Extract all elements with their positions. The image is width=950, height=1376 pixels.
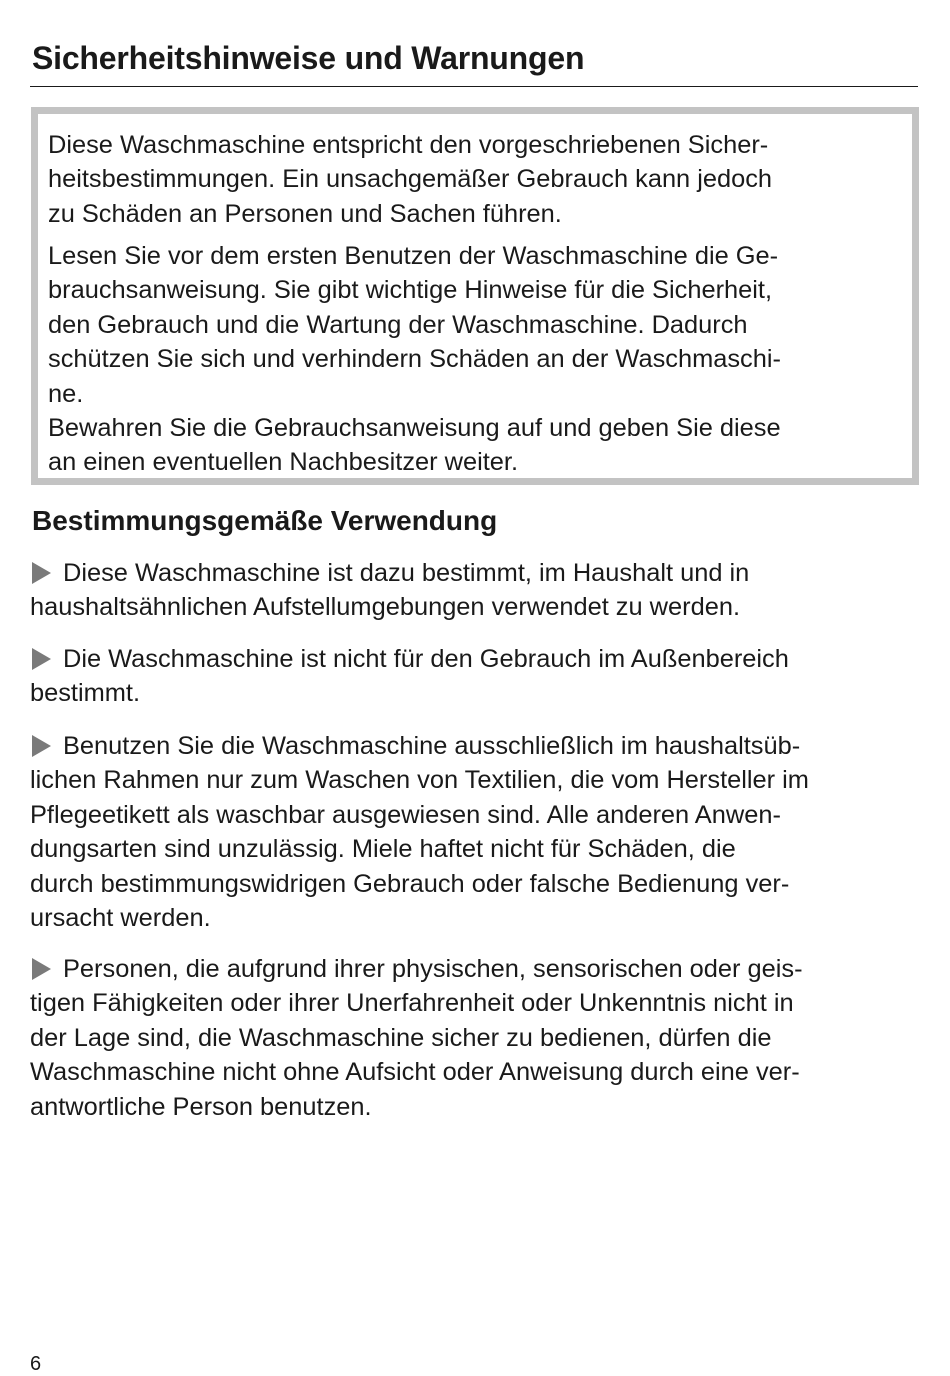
- bullet-text: Diese Waschmaschine ist dazu bestimmt, im Haushalt und in haushaltsähnlichen Aufstellumgebungen verwendet zu werden.: [30, 559, 750, 622]
- notice-paragraph: Lesen Sie vor dem ersten Benutzen der Waschmaschine die Ge- brauchsanweisung. Sie gibt wichtige Hinweise für die Sicherheit, den Gebrauch und die Wartung der Waschmaschine. Dadurch schützen Sie sich und verhindern Schäden an der Waschmaschi- ne. Bewahren Sie die Gebrauchsanweisung auf und geben Sie diese an einen eventuellen Nachbesitzer weiter.: [48, 242, 781, 477]
- bullet-text: Benutzen Sie die Waschmaschine ausschließlich im haushaltsüb- lichen Rahmen nur zum Waschen von Textilien, die vom Hersteller im Pflegeetikett als waschbar ausgewiesen sind. Alle anderen Anwen- dungsarten sind unzulässig. Miele haftet nicht für Schäden, die durch bestimmungswidrigen Gebrauch oder falsche Bedienung ver- ursacht werden.: [30, 732, 809, 933]
- bullet-text: Personen, die aufgrund ihrer physischen, sensorischen oder geis- tigen Fähigkeiten oder ihrer Unerfahrenheit oder Unkenntnis nicht in der Lage sind, die Waschmaschine sicher zu bedienen, dürfen die Waschmaschine nicht ohne Aufsicht oder Anweisung durch eine ver- antwortliche Person benutzen.: [30, 955, 803, 1121]
- title-divider: [30, 86, 918, 87]
- bullet-item: [30, 642, 920, 711]
- safety-notice-box: [31, 107, 919, 485]
- bullet-item: [30, 729, 920, 935]
- page-title: Sicherheitshinweise und Warnungen: [32, 40, 585, 76]
- triangle-right-icon: [32, 648, 51, 670]
- triangle-right-icon: [32, 958, 51, 980]
- page-number: 6: [30, 1353, 42, 1375]
- triangle-right-icon: [32, 735, 51, 757]
- notice-paragraph: Diese Waschmaschine entspricht den vorgeschriebenen Sicher- heitsbestimmungen. Ein unsachgemäßer Gebrauch kann jedoch zu Schäden an Personen und Sachen führen.: [48, 131, 773, 228]
- bullet-text: Die Waschmaschine ist nicht für den Gebrauch im Außenbereich bestimmt.: [30, 645, 789, 708]
- bullet-item: [30, 952, 920, 1124]
- triangle-right-icon: [32, 562, 51, 584]
- bullet-item: [30, 556, 920, 625]
- section-heading: Bestimmungsgemäße Verwendung: [32, 505, 498, 536]
